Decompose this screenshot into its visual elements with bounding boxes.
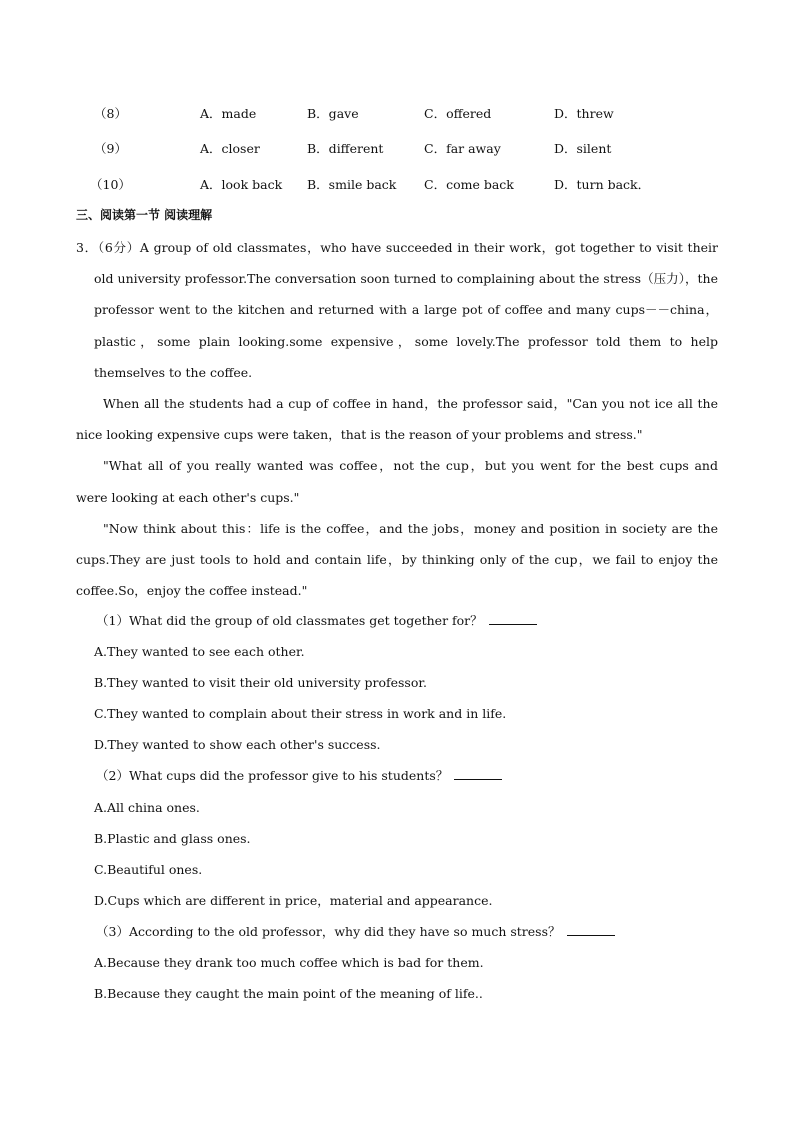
option-row-8 [0,104,794,124]
passage-paragraph-2: When all the students had a cup of coffee in hand，the professor said，"Can you not ice all the nice looking expensive cups were taken，that is the reason of your problems and stress." [76,396,718,443]
question-stem-text: （2）What cups did the professor give to his students？ [96,768,449,784]
choice-a: A.Because they drank too much coffee which is bad for them. [94,955,484,971]
question-stem [94,916,734,947]
passage-paragraph-1: 3．（6分）A group of old classmates，who have succeeded in their work，got together to visit their old university professor.The conversation soon turned to complaining about the stress（压力），the professor went to the kitchen and returned with a large pot of coffee and many cups－－china，plastic，some plain looking.some expensive，some lovely.The professor told them to help themselves to the coffee. [76,240,718,380]
option-a: A．made [200,106,257,121]
choice-d: D.They wanted to show each other's success. [94,737,381,753]
choice-b: B.Because they caught the main point of the meaning of life.. [94,986,483,1002]
option-d: D．turn back． [554,177,651,192]
answer-blank[interactable] [489,611,537,625]
option-d: D．threw [554,106,614,121]
passage-paragraph-4: "Now think about this：life is the coffee，and the jobs，money and position in society are the cups.They are just tools to hold and contain life，by thinking only of the cup，we fail to enjoy the coffee.So，enjoy the coffee instead." [76,520,718,599]
option-c: C．come back [424,177,514,192]
choice-a: A.They wanted to see each other. [94,644,305,660]
question-number: （8） [94,106,127,121]
choice-b: B.They wanted to visit their old university professor. [94,675,427,691]
option-a: A．closer [200,141,260,156]
choice-d: D.Cups which are different in price，material and appearance. [94,892,493,908]
question-number: （9） [94,141,127,156]
question-stem [94,760,734,791]
reading-passage [76,232,718,606]
choice-a: A.All china ones. [94,799,200,815]
section-title: 三、阅读第一节 阅读理解 [76,208,213,222]
question-1 [94,605,734,1009]
question-stem-text: （1）What did the group of old classmates get together for？ [96,613,483,628]
choice-c: C.Beautiful ones. [94,861,203,877]
option-c: C．offered [424,106,492,121]
option-row-10 [0,175,794,195]
option-row-9 [0,139,794,159]
option-c: C．far away [424,141,501,156]
option-b: B．gave [307,106,359,121]
answer-blank[interactable] [567,922,615,936]
choice-b: B.Plastic and glass ones. [94,830,251,846]
option-b: B．smile back [307,177,397,192]
option-a: A．look back [200,177,283,192]
question-stem [94,605,734,636]
question-stem-text: （3）According to the old professor，why did they have so much stress？ [96,923,561,939]
choice-c: C.They wanted to complain about their stress in work and in life. [94,706,507,722]
answer-blank[interactable] [454,766,502,780]
option-b: B．different [307,141,384,156]
option-d: D．silent [554,141,612,156]
question-number: （10） [90,177,131,192]
passage-paragraph-3: "What all of you really wanted was coffee，not the cup，but you went for the best cups and were looking at each other's cups." [76,458,718,505]
